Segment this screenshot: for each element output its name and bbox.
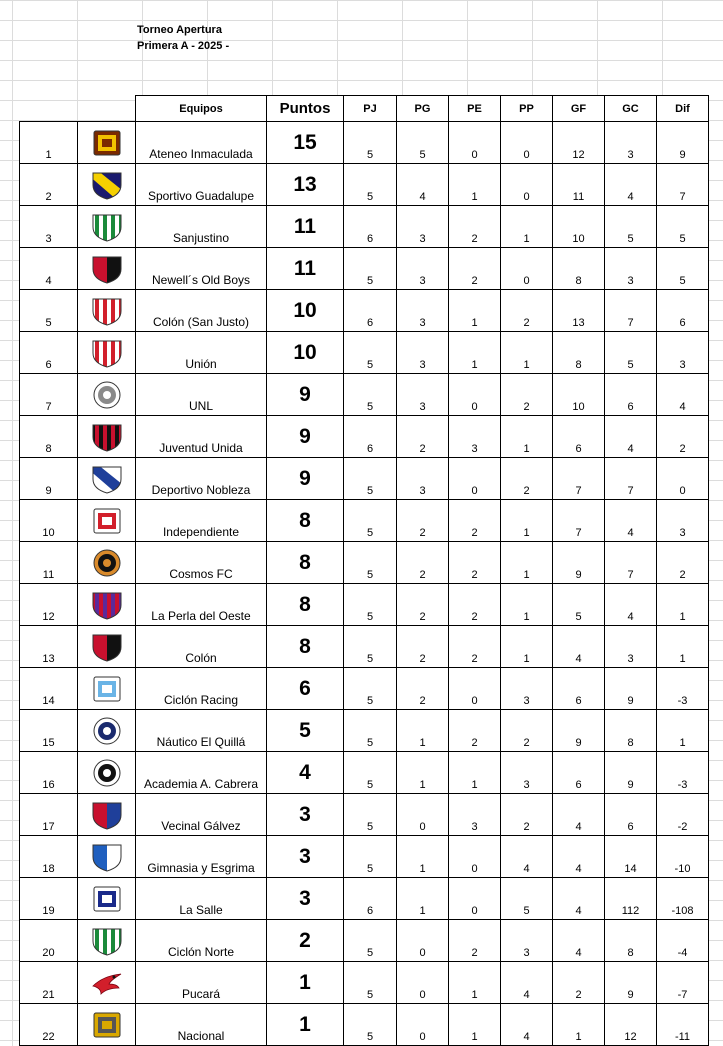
- team-name: Newell´s Old Boys: [136, 248, 267, 290]
- goals-against-cell: 3: [605, 248, 657, 290]
- played-cell: 5: [344, 710, 397, 752]
- lost-cell: 3: [501, 668, 553, 710]
- points-cell: 8: [267, 584, 344, 626]
- won-cell: 1: [397, 878, 449, 920]
- won-cell: 4: [397, 164, 449, 206]
- drawn-cell: 0: [449, 668, 501, 710]
- points-cell: 5: [267, 710, 344, 752]
- played-cell: 5: [344, 794, 397, 836]
- team-name: Sanjustino: [136, 206, 267, 248]
- goals-for-cell: 6: [553, 752, 605, 794]
- standings-table: [19, 95, 709, 1046]
- position-cell: 10: [20, 500, 78, 542]
- goals-for-cell: 7: [553, 500, 605, 542]
- played-cell: 6: [344, 290, 397, 332]
- table-row: [20, 668, 709, 710]
- goals-for-cell: 13: [553, 290, 605, 332]
- won-cell: 2: [397, 500, 449, 542]
- played-cell: 5: [344, 836, 397, 878]
- position-cell: 17: [20, 794, 78, 836]
- points-cell: 9: [267, 458, 344, 500]
- tournament-title: Torneo Apertura: [137, 24, 222, 36]
- lost-cell: 0: [501, 164, 553, 206]
- points-cell: 11: [267, 248, 344, 290]
- drawn-cell: 2: [449, 584, 501, 626]
- header-row: [20, 96, 709, 122]
- table-row: [20, 248, 709, 290]
- table-row: [20, 542, 709, 584]
- lost-cell: 1: [501, 500, 553, 542]
- won-cell: 1: [397, 836, 449, 878]
- goals-against-cell: 4: [605, 416, 657, 458]
- goal-diff-cell: 0: [657, 458, 709, 500]
- lost-cell: 2: [501, 290, 553, 332]
- goals-against-cell: 5: [605, 332, 657, 374]
- lost-cell: 1: [501, 542, 553, 584]
- drawn-cell: 2: [449, 248, 501, 290]
- goal-diff-cell: 3: [657, 500, 709, 542]
- lost-cell: 1: [501, 206, 553, 248]
- played-cell: 5: [344, 332, 397, 374]
- won-cell: 0: [397, 962, 449, 1004]
- position-cell: 1: [20, 122, 78, 164]
- position-cell: 6: [20, 332, 78, 374]
- goals-for-cell: 4: [553, 794, 605, 836]
- goals-against-cell: 3: [605, 626, 657, 668]
- points-cell: 15: [267, 122, 344, 164]
- col-gc: GC: [605, 96, 657, 122]
- table-row: [20, 836, 709, 878]
- col-pg: PG: [397, 96, 449, 122]
- points-cell: 8: [267, 500, 344, 542]
- played-cell: 5: [344, 458, 397, 500]
- standings-body: [20, 122, 709, 1046]
- goal-diff-cell: 1: [657, 584, 709, 626]
- col-pe: PE: [449, 96, 501, 122]
- played-cell: 5: [344, 374, 397, 416]
- position-cell: 16: [20, 752, 78, 794]
- col-pp: PP: [501, 96, 553, 122]
- goal-diff-cell: 2: [657, 542, 709, 584]
- team-crest-icon: [78, 164, 136, 206]
- points-cell: 3: [267, 794, 344, 836]
- goals-for-cell: 10: [553, 374, 605, 416]
- goal-diff-cell: -108: [657, 878, 709, 920]
- played-cell: 6: [344, 416, 397, 458]
- goal-diff-cell: 6: [657, 290, 709, 332]
- won-cell: 3: [397, 290, 449, 332]
- team-crest-icon: [78, 122, 136, 164]
- team-crest-icon: [78, 752, 136, 794]
- team-crest-icon: [78, 878, 136, 920]
- team-name: UNL: [136, 374, 267, 416]
- goals-for-cell: 4: [553, 878, 605, 920]
- won-cell: 1: [397, 710, 449, 752]
- drawn-cell: 0: [449, 458, 501, 500]
- team-name: Unión: [136, 332, 267, 374]
- won-cell: 3: [397, 458, 449, 500]
- team-crest-icon: [78, 962, 136, 1004]
- team-name: Gimnasia y Esgrima: [136, 836, 267, 878]
- table-row: [20, 626, 709, 668]
- won-cell: 0: [397, 920, 449, 962]
- won-cell: 3: [397, 332, 449, 374]
- goal-diff-cell: 9: [657, 122, 709, 164]
- table-row: [20, 878, 709, 920]
- lost-cell: 3: [501, 752, 553, 794]
- goals-for-cell: 6: [553, 668, 605, 710]
- points-cell: 8: [267, 626, 344, 668]
- points-cell: 9: [267, 374, 344, 416]
- table-row: [20, 1004, 709, 1046]
- position-cell: 20: [20, 920, 78, 962]
- drawn-cell: 1: [449, 962, 501, 1004]
- played-cell: 5: [344, 542, 397, 584]
- lost-cell: 1: [501, 416, 553, 458]
- points-cell: 4: [267, 752, 344, 794]
- goals-against-cell: 9: [605, 752, 657, 794]
- position-cell: 18: [20, 836, 78, 878]
- team-crest-icon: [78, 290, 136, 332]
- played-cell: 5: [344, 500, 397, 542]
- position-cell: 7: [20, 374, 78, 416]
- points-cell: 3: [267, 836, 344, 878]
- goals-against-cell: 6: [605, 794, 657, 836]
- drawn-cell: 1: [449, 332, 501, 374]
- team-name: Colón: [136, 626, 267, 668]
- goal-diff-cell: 5: [657, 248, 709, 290]
- goals-for-cell: 5: [553, 584, 605, 626]
- position-cell: 2: [20, 164, 78, 206]
- team-name: Sportivo Guadalupe: [136, 164, 267, 206]
- position-cell: 5: [20, 290, 78, 332]
- team-name: Nacional: [136, 1004, 267, 1046]
- goals-against-cell: 7: [605, 542, 657, 584]
- drawn-cell: 0: [449, 122, 501, 164]
- goal-diff-cell: -10: [657, 836, 709, 878]
- table-row: [20, 920, 709, 962]
- goals-for-cell: 11: [553, 164, 605, 206]
- goals-for-cell: 7: [553, 458, 605, 500]
- goals-for-cell: 2: [553, 962, 605, 1004]
- lost-cell: 3: [501, 920, 553, 962]
- table-row: [20, 962, 709, 1004]
- goal-diff-cell: -2: [657, 794, 709, 836]
- table-row: [20, 206, 709, 248]
- won-cell: 2: [397, 416, 449, 458]
- goals-against-cell: 4: [605, 164, 657, 206]
- points-cell: 2: [267, 920, 344, 962]
- goals-for-cell: 6: [553, 416, 605, 458]
- goals-against-cell: 5: [605, 206, 657, 248]
- position-cell: 12: [20, 584, 78, 626]
- team-name: Pucará: [136, 962, 267, 1004]
- table-row: [20, 416, 709, 458]
- played-cell: 5: [344, 668, 397, 710]
- team-crest-icon: [78, 626, 136, 668]
- team-crest-icon: [78, 206, 136, 248]
- drawn-cell: 1: [449, 164, 501, 206]
- points-cell: 10: [267, 290, 344, 332]
- position-cell: 4: [20, 248, 78, 290]
- goals-against-cell: 6: [605, 374, 657, 416]
- col-dif: Dif: [657, 96, 709, 122]
- won-cell: 2: [397, 626, 449, 668]
- lost-cell: 4: [501, 1004, 553, 1046]
- drawn-cell: 2: [449, 710, 501, 752]
- position-cell: 11: [20, 542, 78, 584]
- goal-diff-cell: 4: [657, 374, 709, 416]
- team-name: Deportivo Nobleza: [136, 458, 267, 500]
- lost-cell: 4: [501, 836, 553, 878]
- col-equipos: Equipos: [136, 96, 267, 122]
- goal-diff-cell: -4: [657, 920, 709, 962]
- points-cell: 6: [267, 668, 344, 710]
- col-pj: PJ: [344, 96, 397, 122]
- drawn-cell: 2: [449, 542, 501, 584]
- goals-against-cell: 7: [605, 290, 657, 332]
- won-cell: 2: [397, 584, 449, 626]
- won-cell: 3: [397, 248, 449, 290]
- points-cell: 11: [267, 206, 344, 248]
- team-crest-icon: [78, 248, 136, 290]
- sheet-header: [137, 22, 229, 54]
- drawn-cell: 1: [449, 1004, 501, 1046]
- lost-cell: 4: [501, 962, 553, 1004]
- lost-cell: 1: [501, 332, 553, 374]
- points-cell: 1: [267, 962, 344, 1004]
- goals-for-cell: 8: [553, 248, 605, 290]
- team-crest-icon: [78, 542, 136, 584]
- lost-cell: 2: [501, 710, 553, 752]
- won-cell: 0: [397, 1004, 449, 1046]
- goal-diff-cell: 5: [657, 206, 709, 248]
- goals-for-cell: 1: [553, 1004, 605, 1046]
- drawn-cell: 0: [449, 374, 501, 416]
- team-name: Náutico El Quillá: [136, 710, 267, 752]
- won-cell: 3: [397, 374, 449, 416]
- won-cell: 5: [397, 122, 449, 164]
- lost-cell: 2: [501, 458, 553, 500]
- goals-against-cell: 8: [605, 920, 657, 962]
- table-row: [20, 332, 709, 374]
- goal-diff-cell: -3: [657, 752, 709, 794]
- lost-cell: 0: [501, 248, 553, 290]
- team-name: Ciclón Racing: [136, 668, 267, 710]
- won-cell: 0: [397, 794, 449, 836]
- played-cell: 5: [344, 584, 397, 626]
- table-row: [20, 290, 709, 332]
- position-cell: 15: [20, 710, 78, 752]
- team-name: Independiente: [136, 500, 267, 542]
- team-crest-icon: [78, 500, 136, 542]
- played-cell: 6: [344, 206, 397, 248]
- team-crest-icon: [78, 416, 136, 458]
- blank-header: [20, 96, 78, 122]
- position-cell: 3: [20, 206, 78, 248]
- goal-diff-cell: -3: [657, 668, 709, 710]
- position-cell: 14: [20, 668, 78, 710]
- drawn-cell: 0: [449, 836, 501, 878]
- col-gf: GF: [553, 96, 605, 122]
- drawn-cell: 0: [449, 878, 501, 920]
- table-row: [20, 500, 709, 542]
- lost-cell: 2: [501, 374, 553, 416]
- played-cell: 5: [344, 962, 397, 1004]
- played-cell: 6: [344, 878, 397, 920]
- drawn-cell: 3: [449, 794, 501, 836]
- goal-diff-cell: 7: [657, 164, 709, 206]
- drawn-cell: 1: [449, 290, 501, 332]
- table-row: [20, 584, 709, 626]
- played-cell: 5: [344, 122, 397, 164]
- played-cell: 5: [344, 1004, 397, 1046]
- goals-against-cell: 3: [605, 122, 657, 164]
- team-crest-icon: [78, 332, 136, 374]
- team-name: La Perla del Oeste: [136, 584, 267, 626]
- position-cell: 13: [20, 626, 78, 668]
- goals-for-cell: 4: [553, 920, 605, 962]
- table-row: [20, 458, 709, 500]
- goal-diff-cell: 1: [657, 626, 709, 668]
- lost-cell: 1: [501, 584, 553, 626]
- goals-for-cell: 4: [553, 626, 605, 668]
- team-name: Colón (San Justo): [136, 290, 267, 332]
- goal-diff-cell: -7: [657, 962, 709, 1004]
- points-cell: 10: [267, 332, 344, 374]
- blank-header: [78, 96, 136, 122]
- division-subtitle: Primera A - 2025 -: [137, 40, 230, 52]
- table-row: [20, 122, 709, 164]
- goals-against-cell: 4: [605, 500, 657, 542]
- goals-against-cell: 112: [605, 878, 657, 920]
- team-crest-icon: [78, 794, 136, 836]
- goal-diff-cell: 2: [657, 416, 709, 458]
- team-name: Academia A. Cabrera: [136, 752, 267, 794]
- goals-against-cell: 7: [605, 458, 657, 500]
- team-name: La Salle: [136, 878, 267, 920]
- drawn-cell: 3: [449, 416, 501, 458]
- points-cell: 8: [267, 542, 344, 584]
- goals-for-cell: 10: [553, 206, 605, 248]
- played-cell: 5: [344, 920, 397, 962]
- goal-diff-cell: -11: [657, 1004, 709, 1046]
- lost-cell: 5: [501, 878, 553, 920]
- position-cell: 8: [20, 416, 78, 458]
- team-crest-icon: [78, 458, 136, 500]
- played-cell: 5: [344, 164, 397, 206]
- team-name: Cosmos FC: [136, 542, 267, 584]
- goals-against-cell: 4: [605, 584, 657, 626]
- goals-for-cell: 9: [553, 542, 605, 584]
- position-cell: 9: [20, 458, 78, 500]
- team-name: Juventud Unida: [136, 416, 267, 458]
- played-cell: 5: [344, 752, 397, 794]
- goals-against-cell: 12: [605, 1004, 657, 1046]
- team-name: Ateneo Inmaculada: [136, 122, 267, 164]
- goals-for-cell: 12: [553, 122, 605, 164]
- goals-against-cell: 9: [605, 668, 657, 710]
- points-cell: 3: [267, 878, 344, 920]
- position-cell: 22: [20, 1004, 78, 1046]
- won-cell: 1: [397, 752, 449, 794]
- goals-for-cell: 4: [553, 836, 605, 878]
- played-cell: 5: [344, 248, 397, 290]
- goals-against-cell: 14: [605, 836, 657, 878]
- table-row: [20, 164, 709, 206]
- points-cell: 9: [267, 416, 344, 458]
- drawn-cell: 2: [449, 920, 501, 962]
- won-cell: 3: [397, 206, 449, 248]
- lost-cell: 2: [501, 794, 553, 836]
- drawn-cell: 2: [449, 500, 501, 542]
- team-crest-icon: [78, 584, 136, 626]
- team-crest-icon: [78, 668, 136, 710]
- drawn-cell: 1: [449, 752, 501, 794]
- team-crest-icon: [78, 710, 136, 752]
- lost-cell: 0: [501, 122, 553, 164]
- goal-diff-cell: 3: [657, 332, 709, 374]
- played-cell: 5: [344, 626, 397, 668]
- table-row: [20, 374, 709, 416]
- drawn-cell: 2: [449, 206, 501, 248]
- team-name: Ciclón Norte: [136, 920, 267, 962]
- table-row: [20, 752, 709, 794]
- position-cell: 19: [20, 878, 78, 920]
- col-puntos: Puntos: [267, 96, 344, 122]
- team-crest-icon: [78, 1004, 136, 1046]
- goals-for-cell: 8: [553, 332, 605, 374]
- team-name: Vecinal Gálvez: [136, 794, 267, 836]
- lost-cell: 1: [501, 626, 553, 668]
- position-cell: 21: [20, 962, 78, 1004]
- goals-against-cell: 9: [605, 962, 657, 1004]
- goal-diff-cell: 1: [657, 710, 709, 752]
- won-cell: 2: [397, 668, 449, 710]
- table-row: [20, 710, 709, 752]
- drawn-cell: 2: [449, 626, 501, 668]
- points-cell: 13: [267, 164, 344, 206]
- team-crest-icon: [78, 836, 136, 878]
- team-crest-icon: [78, 374, 136, 416]
- points-cell: 1: [267, 1004, 344, 1046]
- goals-against-cell: 8: [605, 710, 657, 752]
- won-cell: 2: [397, 542, 449, 584]
- team-crest-icon: [78, 920, 136, 962]
- table-row: [20, 794, 709, 836]
- goals-for-cell: 9: [553, 710, 605, 752]
